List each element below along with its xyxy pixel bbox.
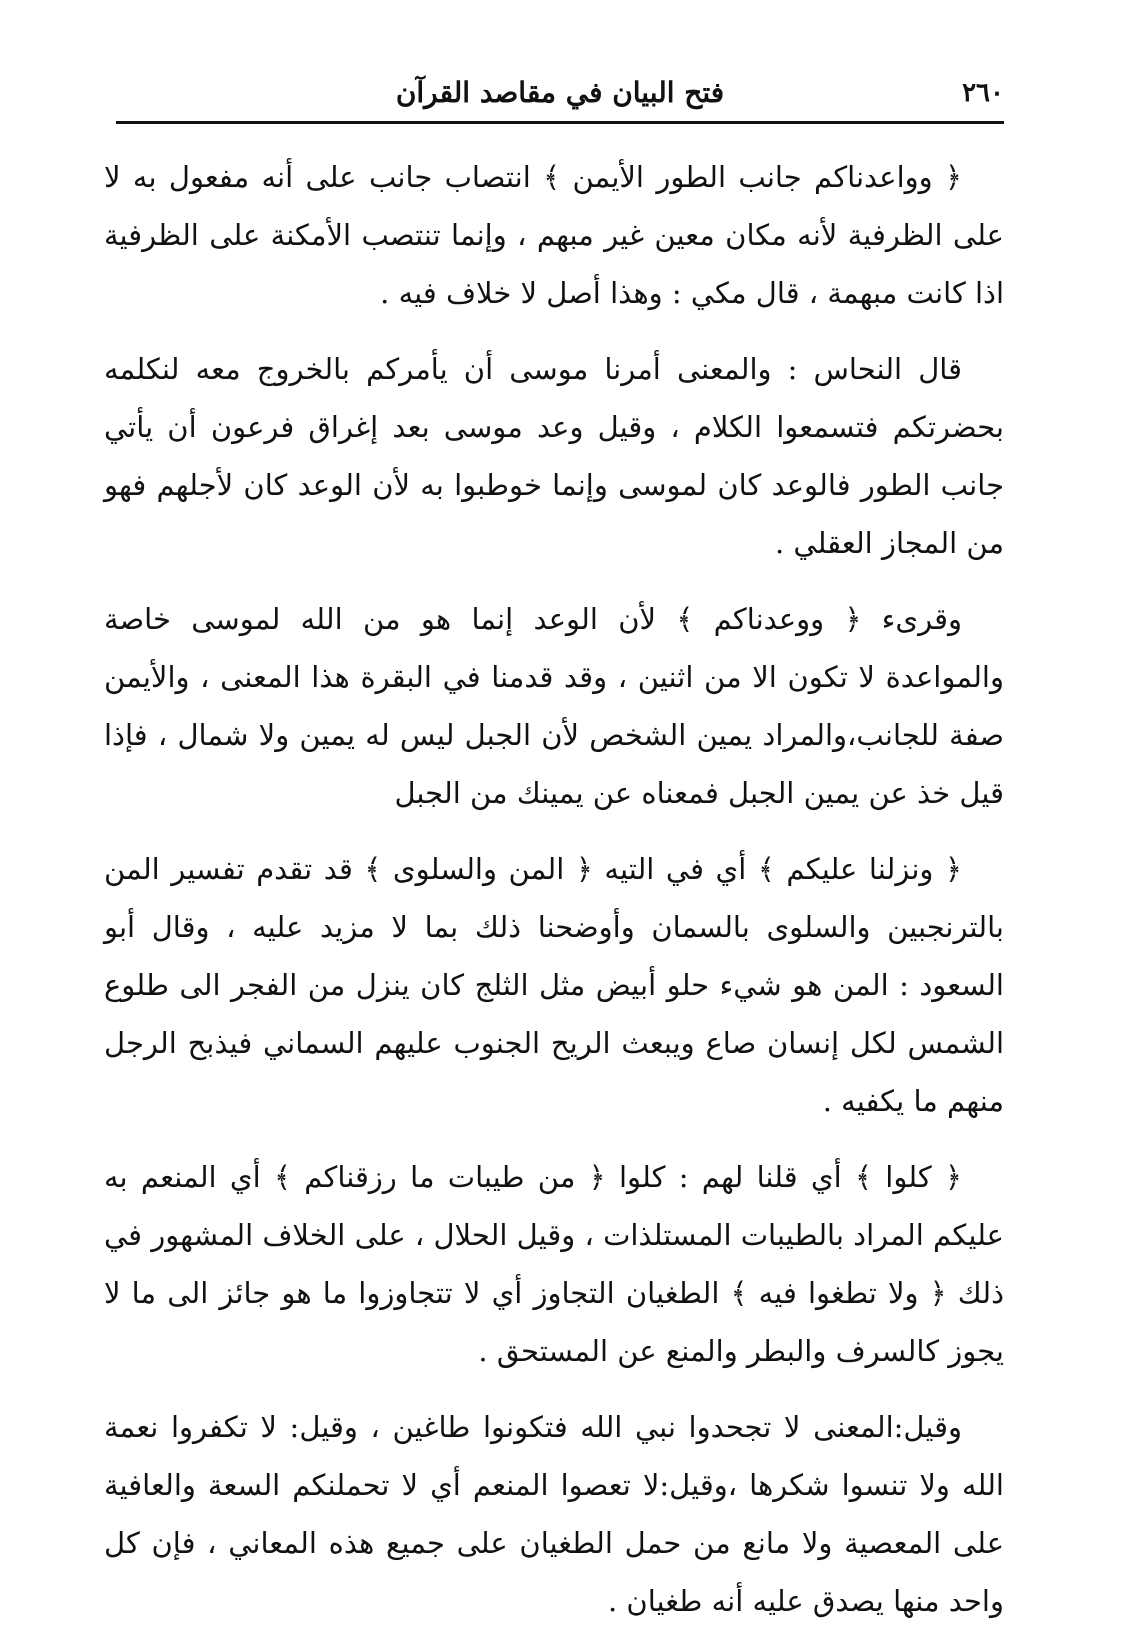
paragraph: ﴿ كلوا ﴾ أي قلنا لهم : كلوا ﴿ من طيبات ما رزقناكم ﴾ أي المنعم به عليكم المراد بالطيبات المستلذات ، وقيل الحلال ، على الخلاف المشهور في ذلك ﴿ ولا تطغوا فيه ﴾ الطغيان التجاوز أي لا تتجاوزوا ما هو جائز الى ما لا يجوز كالسرف والبطر والمنع عن المستحق . (104, 1160, 1004, 1368)
paragraph: وقرىء ﴿ ووعدناكم ﴾ لأن الوعد إنما هو من الله لموسى خاصة والمواعدة لا تكون الا من اثنين ، وقد قدمنا في البقرة هذا المعنى ، والأيمن صفة للجانب،والمراد يمين الشخص لأن الجبل ليس له يمين ولا شمال ، فإذا قيل خذ عن يمين الجبل فمعناه عن يمينك من الجبل (104, 602, 1004, 810)
header-rule (116, 121, 1004, 124)
paragraph: قال النحاس : والمعنى أمرنا موسى أن يأمركم بالخروج معه لنكلمه بحضرتكم فتسمعوا الكلام ، وقيل وعد موسى بعد إغراق فرعون أن يأتي جانب الطور فالوعد كان لموسى وإنما خوطبوا به لأن الوعد كان لأجلهم فهو من المجاز العقلي . (104, 352, 1004, 560)
body-text (104, 148, 1004, 1648)
paragraph: ﴿ وواعدناكم جانب الطور الأيمن ﴾ انتصاب جانب على أنه مفعول به لا على الظرفية لأنه مكان معين غير مبهم ، وإنما تنتصب الأمكنة على الظرفية اذا كانت مبهمة ، قال مكي : وهذا أصل لا خلاف فيه . (104, 160, 1004, 310)
paragraph: وقيل:المعنى لا تجحدوا نبي الله فتكونوا طاغين ، وقيل: لا تكفروا نعمة الله ولا تنسوا شكرها ،وقيل:لا تعصوا المنعم أي لا تحملنكم السعة والعافية على المعصية ولا مانع من حمل الطغيان على جميع هذه المعاني ، فإن كل واحد منها يصدق عليه أنه طغيان . (104, 1410, 1004, 1618)
page-number: ٢٦٠ (962, 78, 1004, 108)
running-title: فتح البيان في مقاصد القرآن (395, 76, 725, 109)
paragraph: ﴿ ونزلنا عليكم ﴾ أي في التيه ﴿ المن والسلوى ﴾ قد تقدم تفسير المن بالترنجبين والسلوى بالسمان وأوضحنا ذلك بما لا مزيد عليه ، وقال أبو السعود : المن هو شيء حلو أبيض مثل الثلج كان ينزل من الفجر الى طلوع الشمس لكل إنسان صاع ويبعث الريح الجنوب عليهم السماني فيذبح الرجل منهم ما يكفيه . (104, 852, 1004, 1118)
page-header (116, 76, 1004, 120)
